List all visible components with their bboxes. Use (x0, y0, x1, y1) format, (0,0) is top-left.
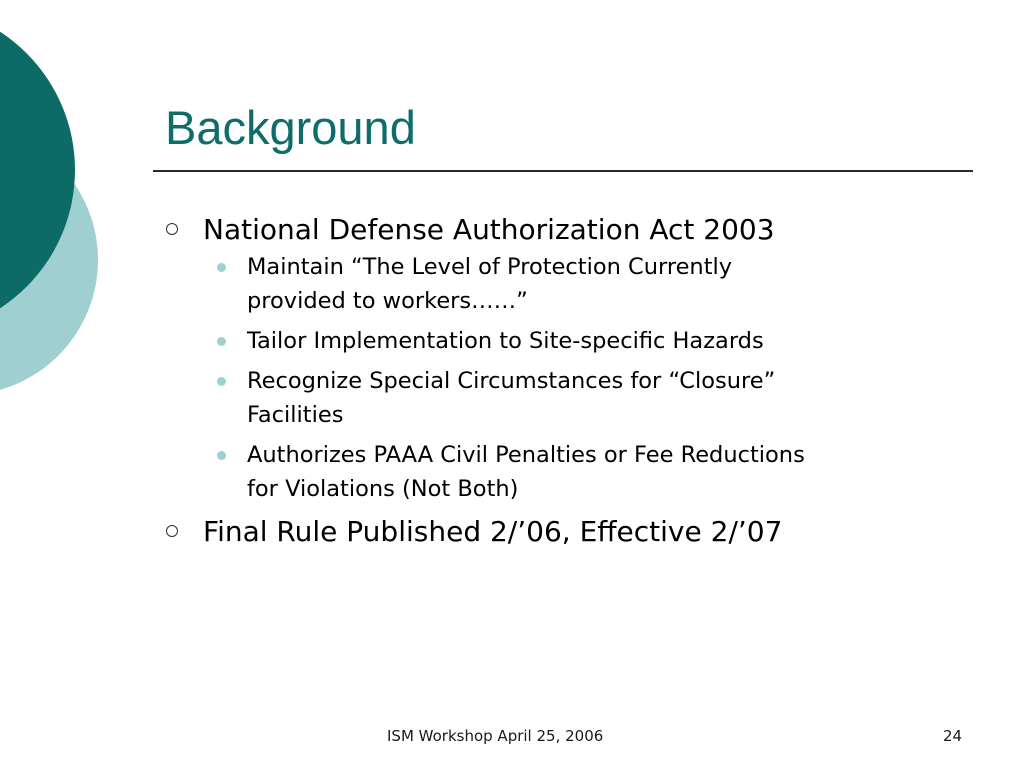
slide-title: Background (165, 101, 416, 154)
sub-bullet-item (247, 438, 967, 506)
dot-bullet-icon (217, 451, 226, 460)
sub-bullet-item (247, 364, 967, 432)
title-divider (153, 170, 973, 172)
dot-bullet-icon (217, 377, 226, 386)
dot-bullet-icon (217, 337, 226, 346)
sub-bullet-line: Recognize Special Circumstances for “Closure” (247, 368, 776, 394)
slide-number: 24 (943, 727, 963, 745)
bullet-list (166, 210, 966, 556)
sub-bullet-line: Authorizes PAAA Civil Penalties or Fee Reductions (247, 442, 805, 468)
sub-bullet-line: for Violations (Not Both) (247, 476, 519, 502)
sub-bullet-item (247, 324, 967, 358)
bullet-item (166, 512, 966, 552)
dot-bullet-icon (217, 263, 226, 272)
sub-bullet-list (203, 250, 966, 506)
sub-bullet-line: Tailor Implementation to Site-specific Hazards (247, 328, 764, 354)
bullet-text: Final Rule Published 2/’06, Effective 2/’07 (203, 515, 783, 548)
sub-bullet-line: Facilities (247, 402, 344, 428)
slide-footer: ISM Workshop April 25, 2006 (387, 727, 604, 745)
hollow-circle-bullet-icon (166, 525, 178, 537)
bullet-text: National Defense Authorization Act 2003 (203, 213, 775, 246)
sub-bullet-line: Maintain “The Level of Protection Currently (247, 254, 733, 280)
sub-bullet-line: provided to workers……” (247, 288, 528, 314)
sub-bullet-item (247, 250, 967, 318)
hollow-circle-bullet-icon (166, 223, 178, 235)
bullet-item (166, 210, 966, 506)
